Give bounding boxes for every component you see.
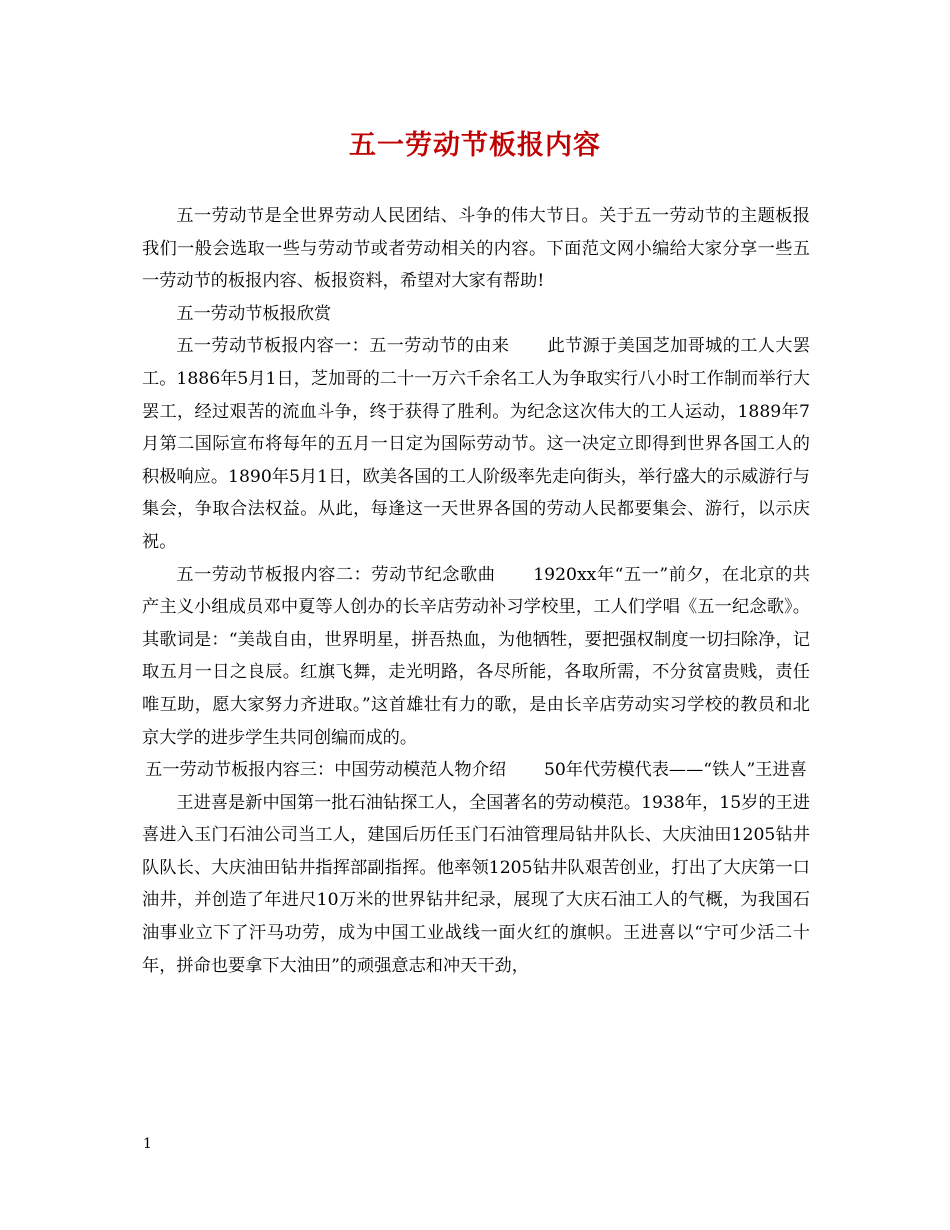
content2-paragraph — [142, 559, 810, 755]
wang-text: 王进喜是新中国第一批石油钻探工人，全国著名的劳动模范。1938年，15岁的王进喜进入玉门石油公司当工人，建国后历任玉门石油管理局钻井队长、大庆油田1205钻井队队长、大庆油田钻井指挥部副指挥。他率领1205钻井队艰苦创业，打出了大庆第一口油井，并创造了年进尺10万米的世界钻井纪录，展现了大庆石油工人的气概，为我国石油事业立下了汗马功劳，成为中国工业战线一面火红的旗帜。王进喜以“宁可少活二十年，拼命也要拿下大油田”的顽强意志和冲天干劲， — [142, 792, 810, 976]
content1-body: 此节源于美国芝加哥城的工人大罢工。1886年5月1日，芝加哥的二十一万六千余名工人为争取实行八小时工作制而举行大罢工，经过艰苦的流血斗争，终于获得了胜利。为纪念这次伟大的工人运动，1889年7 月第二国际宣布将每年的五月一日定为国际劳动节。这一决定立即得到世界各国工人的积极响应。1890年5月1日，欧美各国的工人阶级率先走向街头，举行盛大的示威游行与集会，争取合法权益。从此，每逢这一天世界各国的劳动人民都要集会、游行，以示庆祝。 — [142, 336, 810, 552]
content2-heading: 五一劳动节板报内容二：劳动节纪念歌曲 — [176, 564, 496, 585]
content1-paragraph — [142, 330, 810, 558]
content1-heading: 五一劳动节板报内容一：五一劳动节的由来 — [176, 336, 510, 357]
content3-subheading: 50年代劳模代表——“铁人”王进喜 — [543, 760, 807, 781]
content2-body: 1920xx年“五一”前夕，在北京的共产主义小组成员邓中夏等人创办的长辛店劳动补习学校里，工人们学唱《五一纪念歌》。其歌词是：“美哉自由，世界明星，拼吾热血，为他牺牲，要把强权制度一切扫除净，记取五月一日之良辰。红旗飞舞，走光明路，各尽所能，各取所需，不分贫富贵贱，责任唯互助，愿大家努力齐进取。”这首雄壮有力的歌，是由长辛店劳动实习学校的教员和北京大学的进步学生共同创编而成的。 — [142, 564, 810, 748]
wang-paragraph — [142, 787, 810, 983]
intro-paragraph — [142, 200, 810, 298]
content3-heading: 五一劳动节板报内容三：中国劳动模范人物介绍 — [145, 760, 507, 781]
page-number: 1 — [143, 1136, 152, 1152]
intro-text: 五一劳动节是全世界劳动人民团结、斗争的伟大节日。关于五一劳动节的主题板报我们一般会选取一些与劳动节或者劳动相关的内容。下面范文网小编给大家分享一些五一劳动节的板报内容、板报资料，希望对大家有帮助! — [142, 206, 810, 292]
appreciation-paragraph — [142, 298, 810, 331]
document-body — [142, 200, 810, 982]
document-title: 五一劳动节板报内容 — [349, 130, 601, 161]
appreciation-text: 五一劳动节板报欣赏 — [176, 303, 332, 324]
content3-paragraph — [142, 754, 810, 787]
